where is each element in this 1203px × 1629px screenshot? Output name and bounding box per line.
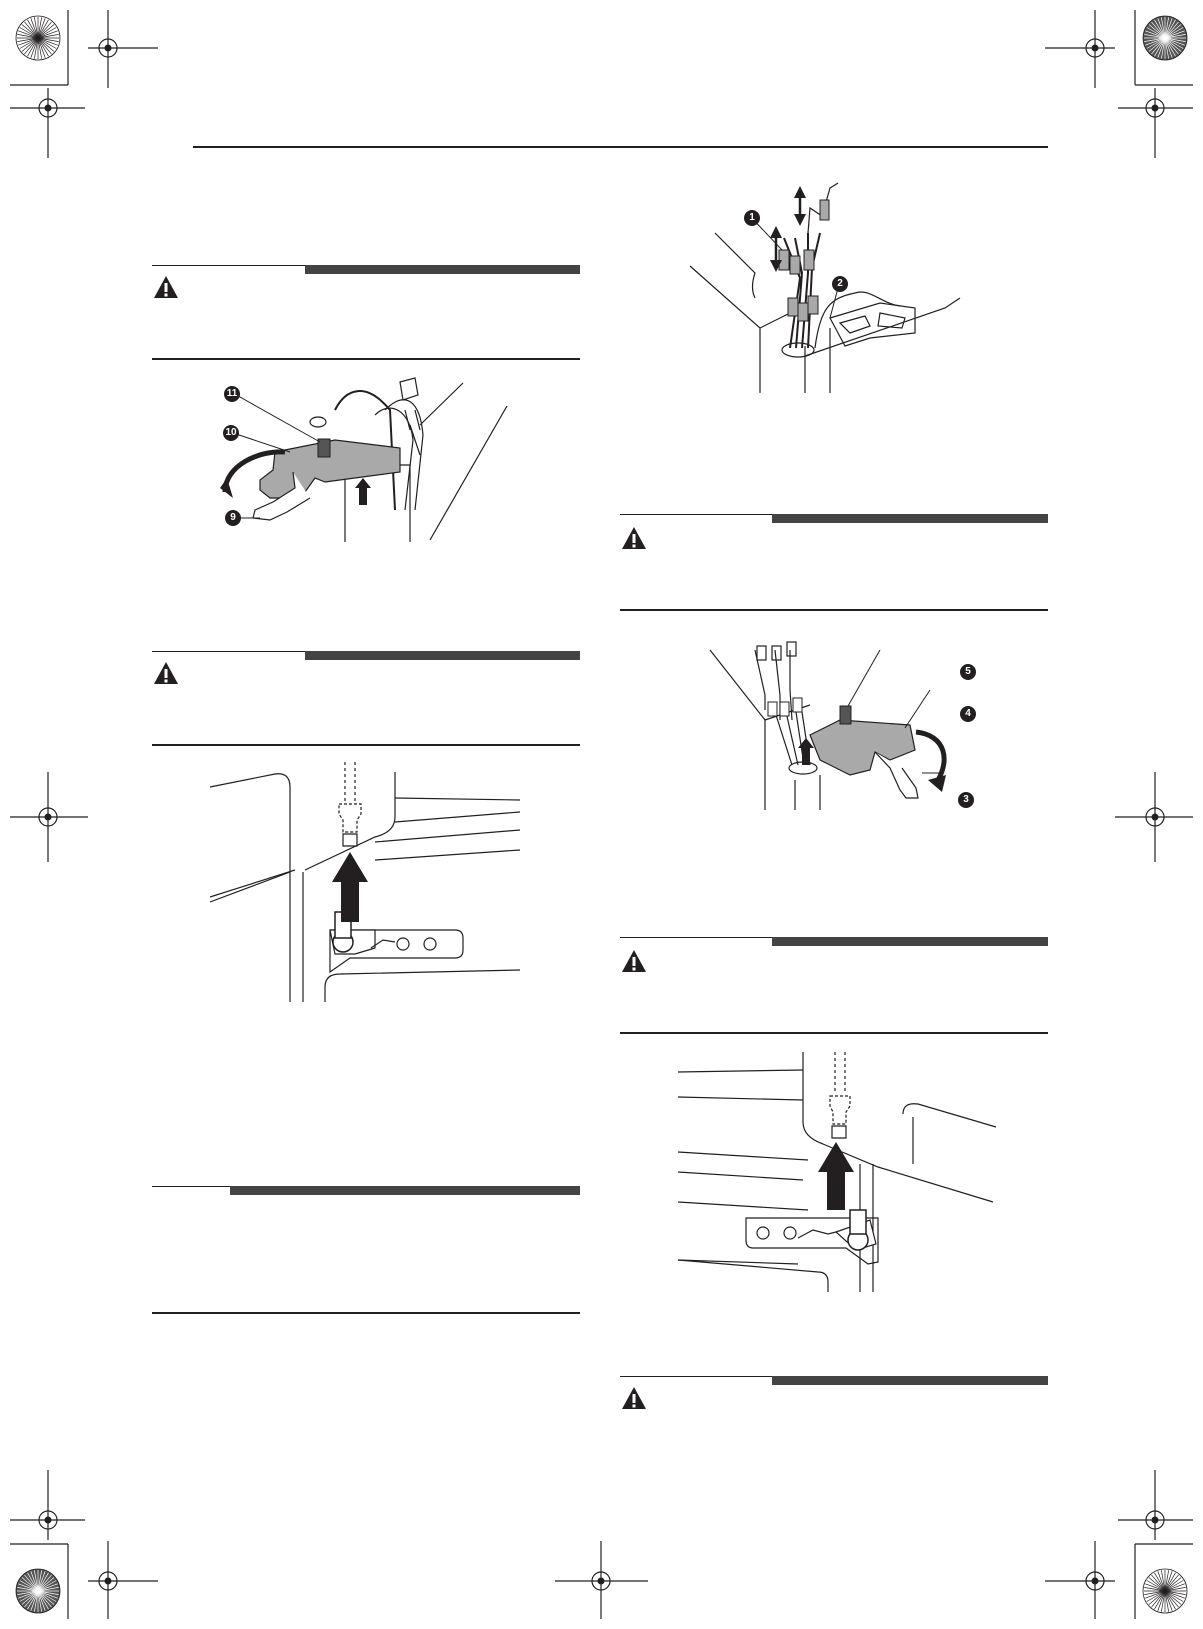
note-header-line <box>152 1186 230 1187</box>
callout-10: 10 <box>223 425 239 441</box>
callout-5: 5 <box>960 664 976 680</box>
warning-triangle-icon <box>621 1386 647 1410</box>
callout-9: 9 <box>225 510 241 526</box>
callout-11: 11 <box>224 386 240 402</box>
warning-header-line <box>152 265 305 266</box>
warning-header-line <box>620 1376 772 1377</box>
warning-footer-line <box>152 744 580 746</box>
warning-triangle-icon <box>153 275 179 299</box>
warning-header-bar <box>772 937 1048 946</box>
warning-header-bar <box>305 651 580 660</box>
callout-4: 4 <box>960 706 976 722</box>
callout-3: 3 <box>958 792 974 808</box>
warning-footer-line <box>620 1032 1048 1034</box>
warning-header-line <box>152 651 305 652</box>
warning-triangle-icon <box>621 949 647 973</box>
warning-header-line <box>620 937 772 938</box>
note-header-bar <box>230 1186 580 1195</box>
warning-header-line <box>620 514 772 515</box>
warning-footer-line <box>620 609 1048 611</box>
header-rule <box>193 146 1048 148</box>
warning-triangle-icon <box>621 526 647 550</box>
warning-header-bar <box>772 514 1048 523</box>
warning-triangle-icon <box>153 661 179 685</box>
warning-header-bar <box>772 1376 1048 1385</box>
warning-header-bar <box>305 265 580 274</box>
callout-2: 2 <box>832 276 848 292</box>
note-footer-line <box>152 1312 580 1314</box>
warning-footer-line <box>152 358 580 360</box>
callout-1: 1 <box>744 210 760 226</box>
